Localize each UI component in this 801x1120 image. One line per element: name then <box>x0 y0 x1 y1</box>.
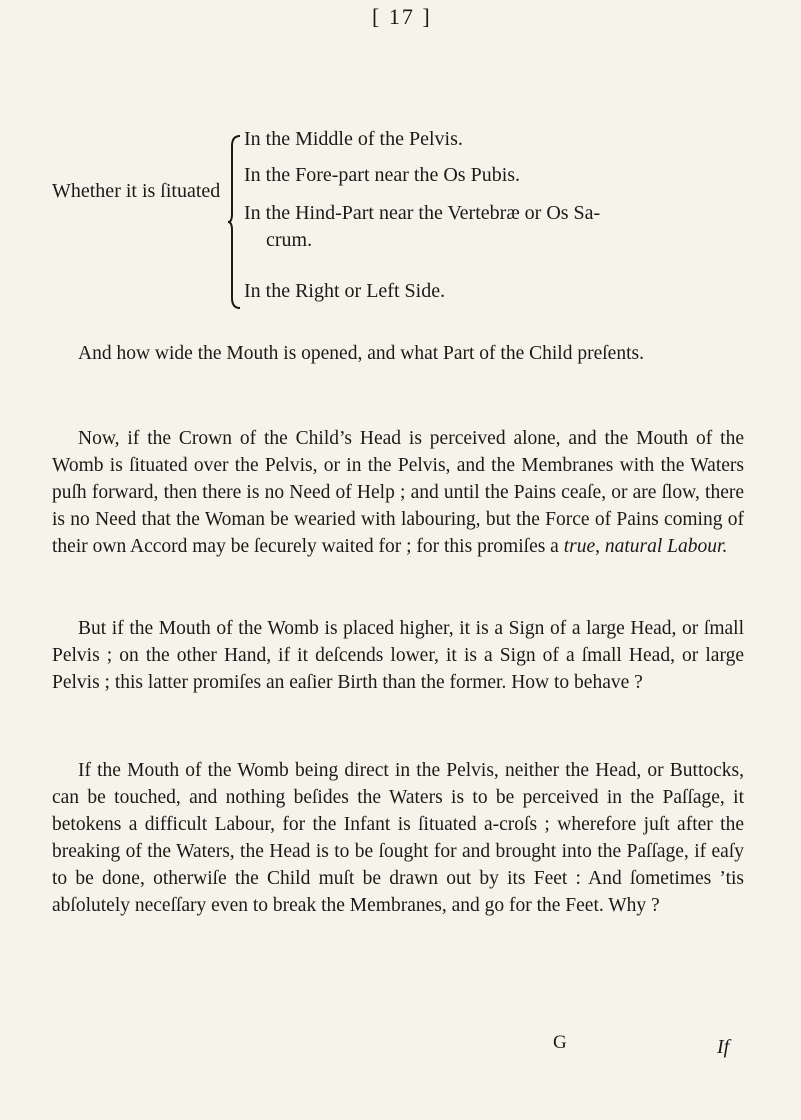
paragraph-mouth-higher <box>52 615 744 696</box>
bracket-option-fore-part: In the Fore-part near the Os Pubis. <box>244 164 521 186</box>
situation-bracket-list <box>0 128 801 328</box>
paragraph-text: Now, if the Crown of the Child’s Head is perceived alone, and the Mouth of the Womb is ſituated over the Pelvis, or in the Pelvis, and the Membranes with the Waters puſh forward, then there is no Need of Help ; and until the Pains ceaſe, or are ſlow, there is no Need that the Woman be wearied with labouring, but the Force of Pains coming of their own Accord may be ſecurely waited for ; for this promiſes a <box>52 428 744 557</box>
catchword: If <box>717 1036 730 1058</box>
bracket-option-hind-part: In the Hind-Part near the Vertebræ or Os Sa- <box>244 202 601 224</box>
curly-brace <box>228 134 242 310</box>
italic-emphasis: true, natural Labour. <box>563 536 728 557</box>
paragraph-mouth-opened <box>52 340 744 367</box>
paragraph-text: And how wide the Mouth is opened, and what Part of the Child preſents. <box>78 343 644 364</box>
paragraph-text: If the Mouth of the Womb being direct in the Pelvis, neither the Head, or Buttocks, can be touched, and nothing beſides the Waters is to be perceived in the Paſſage, it betokens a difficult Labour, for the Infant is ſituated a-croſs ; wherefore juſt after the breaking of the Waters, the Head is to be ſought for and brought into the Paſſage, if eaſy to be done, otherwiſe the Child muſt be drawn out by its Feet : And ſometimes ’tis abſolutely neceſſary even to break the Membranes, and go for the Feet. Why ? <box>52 760 744 916</box>
page-number: [ 17 ] <box>372 4 432 29</box>
paragraph-crown-perceived <box>52 425 744 560</box>
bracket-option-hind-part-continued: crum. <box>266 229 313 251</box>
bracket-option-side: In the Right or Left Side. <box>244 280 446 302</box>
paragraph-mouth-direct <box>52 757 744 919</box>
bracket-lead-text: Whether it is ſituated <box>52 180 221 202</box>
paragraph-text: But if the Mouth of the Womb is placed higher, it is a Sign of a large Head, or ſmall Pelvis ; on the other Hand, if it deſcends lower, it is a Sign of a ſmall Head, or large Pelvis ; this latter promiſes an eaſier Birth than the former. How to behave ? <box>52 618 744 693</box>
signature-mark: G <box>553 1032 567 1053</box>
bracket-option-middle: In the Middle of the Pelvis. <box>244 128 463 150</box>
